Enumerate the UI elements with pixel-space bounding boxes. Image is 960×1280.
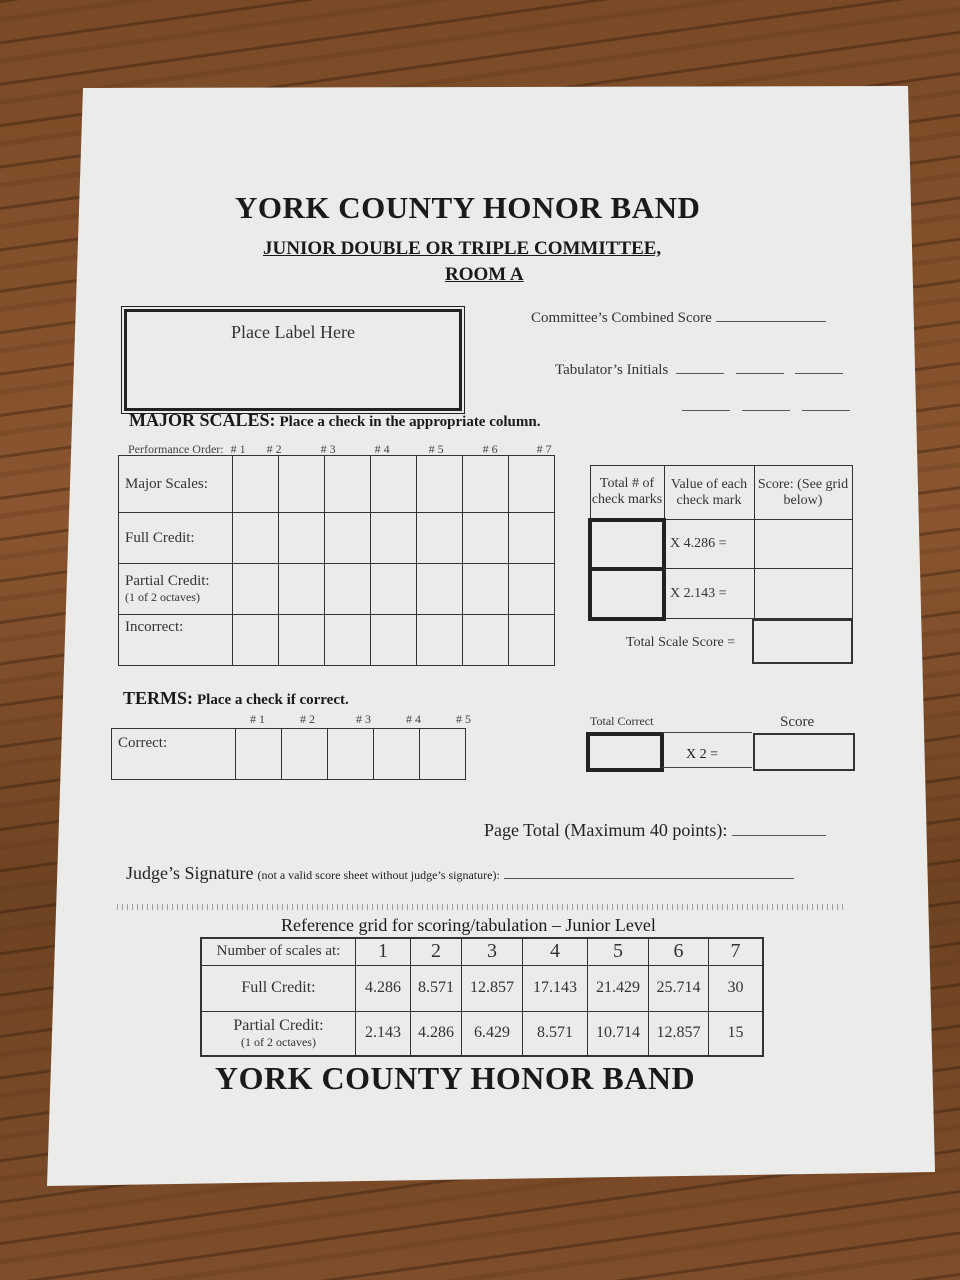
ref-col: 6 [649, 938, 709, 965]
check-cell[interactable] [417, 456, 463, 513]
ref-cell: 12.857 [649, 1011, 709, 1056]
check-cell[interactable] [233, 615, 279, 666]
check-cell[interactable] [233, 513, 279, 564]
label-box-text: Place Label Here [231, 322, 355, 342]
partial-credit-multiplier: X 2.143 = [664, 569, 754, 619]
major-scales-heading: MAJOR SCALES: Place a check in the appropriate column. [129, 410, 541, 430]
check-cell[interactable] [509, 615, 555, 666]
label-box [124, 309, 462, 411]
footer-title: YORK COUNTY HONOR BAND [215, 1060, 696, 1096]
ref-cell: 25.714 [649, 965, 709, 1011]
terms-table [111, 728, 466, 780]
check-cell[interactable] [463, 513, 509, 564]
ref-cell: 15 [709, 1011, 764, 1056]
check-cell[interactable] [417, 513, 463, 564]
total-correct-box[interactable] [586, 732, 664, 772]
ref-cell: 6.429 [462, 1011, 523, 1056]
ref-cell: 10.714 [588, 1011, 649, 1056]
ref-header-label: Number of scales at: [201, 938, 356, 965]
judge-signature-field[interactable]: Judge’s Signature (not a valid score sheet without judge’s signature): [126, 863, 794, 884]
row-label: Full Credit: [119, 513, 233, 564]
row-label: Partial Credit: (1 of 2 octaves) [119, 564, 233, 615]
check-cell[interactable] [463, 456, 509, 513]
check-cell[interactable] [371, 564, 417, 615]
check-cell[interactable] [325, 615, 371, 666]
row-label: Major Scales: [119, 456, 233, 513]
check-cell[interactable] [371, 456, 417, 513]
terms-order-row: # 1 # 2 # 3 # 4 # 5 [250, 712, 471, 726]
check-cell[interactable] [509, 564, 555, 615]
check-cell[interactable] [325, 564, 371, 615]
col-value-header: Value of each check mark [664, 466, 754, 520]
check-cell[interactable] [463, 564, 509, 615]
terms-score-box[interactable] [753, 733, 855, 771]
check-cell[interactable] [279, 456, 325, 513]
ref-col: 5 [588, 938, 649, 965]
ref-full-label: Full Credit: [201, 965, 356, 1011]
row-label: Incorrect: [119, 615, 233, 666]
subtitle-line1: JUNIOR DOUBLE OR TRIPLE COMMITTEE, [263, 238, 662, 259]
full-credit-total-box[interactable] [590, 520, 664, 569]
total-correct-label: Total Correct [590, 714, 654, 728]
check-cell[interactable] [417, 615, 463, 666]
tabulator-initials-field[interactable] [555, 362, 843, 379]
page-total-field[interactable]: Page Total (Maximum 40 points): [484, 820, 826, 841]
ref-cell: 4.286 [411, 1011, 462, 1056]
subtitle-line2: ROOM A [445, 264, 524, 285]
term-check-cell[interactable] [420, 729, 466, 780]
term-check-cell[interactable] [328, 729, 374, 780]
scale-score-table [588, 465, 853, 621]
term-check-cell[interactable] [374, 729, 420, 780]
tabulator-initials-label: Tabulator’s Initials [555, 362, 669, 378]
ref-col: 1 [356, 938, 411, 965]
ref-col: 4 [523, 938, 588, 965]
terms-heading: TERMS: Place a check if correct. [123, 688, 349, 708]
ref-cell: 12.857 [462, 965, 523, 1011]
performance-order-row: Performance Order: # 1 # 2 # 3 # 4 # 5 # 6 # 7 [128, 442, 552, 456]
terms-score-label: Score [780, 714, 815, 730]
ref-cell: 8.571 [523, 1011, 588, 1056]
reference-caption: Reference grid for scoring/tabulation – Junior Level [281, 915, 656, 935]
term-check-cell[interactable] [236, 729, 282, 780]
check-cell[interactable] [371, 513, 417, 564]
ref-col: 2 [411, 938, 462, 965]
check-cell[interactable] [325, 513, 371, 564]
total-scale-score-label: Total Scale Score = [626, 635, 736, 650]
check-cell[interactable] [279, 615, 325, 666]
combined-score-label: Committee’s Combined Score [531, 310, 712, 326]
ref-cell: 8.571 [411, 965, 462, 1011]
check-cell[interactable] [371, 615, 417, 666]
check-cell[interactable] [233, 456, 279, 513]
check-cell[interactable] [417, 564, 463, 615]
check-cell[interactable] [279, 564, 325, 615]
ref-col: 7 [709, 938, 764, 965]
page-title: YORK COUNTY HONOR BAND [235, 190, 701, 225]
ref-partial-label: Partial Credit: (1 of 2 octaves) [201, 1011, 356, 1056]
check-cell[interactable] [509, 513, 555, 564]
partial-credit-score-box[interactable] [754, 569, 852, 619]
terms-row-label: Correct: [112, 729, 236, 780]
total-scale-score-box[interactable] [752, 619, 853, 664]
term-check-cell[interactable] [282, 729, 328, 780]
full-credit-score-box[interactable] [754, 520, 852, 569]
ref-cell: 4.286 [356, 965, 411, 1011]
full-credit-multiplier: X 4.286 = [664, 520, 754, 569]
ref-cell: 21.429 [588, 965, 649, 1011]
check-cell[interactable] [233, 564, 279, 615]
col-score-header: Score: (See grid below) [754, 466, 852, 520]
check-cell[interactable] [325, 456, 371, 513]
ref-cell: 2.143 [356, 1011, 411, 1056]
ref-cell: 17.143 [523, 965, 588, 1011]
check-cell[interactable] [509, 456, 555, 513]
terms-multiplier: X 2 = [662, 732, 752, 768]
cut-line-divider [117, 904, 845, 910]
combined-score-field[interactable] [531, 310, 826, 327]
initials-lines-2[interactable] [682, 398, 850, 416]
ref-cell: 30 [709, 965, 764, 1011]
partial-credit-total-box[interactable] [590, 569, 664, 619]
ref-col: 3 [462, 938, 523, 965]
check-cell[interactable] [279, 513, 325, 564]
col-total-header: Total # of check marks [590, 466, 664, 520]
reference-grid [200, 937, 764, 1057]
major-scales-table [118, 455, 555, 666]
check-cell[interactable] [463, 615, 509, 666]
